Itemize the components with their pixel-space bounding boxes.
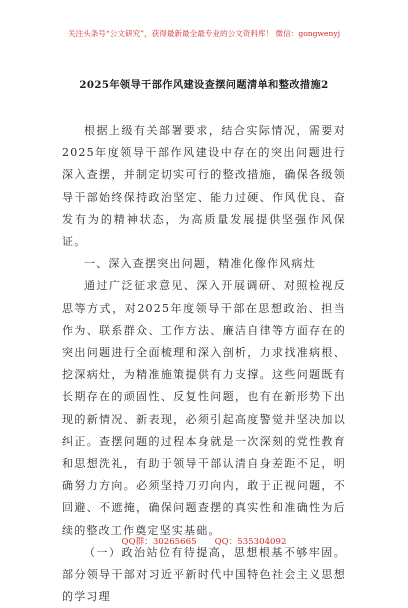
qq-group-number: 30265665 xyxy=(152,537,197,547)
footer-contact xyxy=(0,535,408,547)
paragraph-intro: 根据上级有关部署要求，结合实际情况，需要对2025年度领导干部作风建设中存在的突出问题进行深入查摆，并制定切实可行的整改措施，确保各级领导干部始终保持政治坚定、能力过硬、作风优良、奋发有为的精神状态，为高质量发展提供坚强作风保证。 xyxy=(62,124,346,249)
section-heading-1: 一、深入查摆突出问题，精准化像作风病灶 xyxy=(84,257,316,271)
paragraph-subsection-1: （一）政治站位有待提高，思想根基不够牢固。部分领导干部对习近平新时代中国特色社会主义思想的学习理 xyxy=(62,545,346,604)
header-note: 关注头条号“公文研究”，获得最新最全最专业的公文资料库！ 微信：gongwenyj xyxy=(67,29,341,38)
qq-group-label: QQ群： xyxy=(121,537,153,547)
qq-number: 535304092 xyxy=(237,537,287,547)
qq-label: QQ： xyxy=(214,537,238,547)
document-title: 2025年领导干部作风建设查摆问题清单和整改措施2 xyxy=(79,79,329,91)
paragraph-section-1: 通过广泛征求意见、深入开展调研、对照检视反思等方式，对2025年度领导干部在思想政治、担当作为、联系群众、工作方法、廉洁自律等方面存在的突出问题进行全面梳理和深入剖析，力求找准病根、挖深病灶，为精准施策提供有力支撑。这些问题既有长期存在的顽固性、反复性问题，也有在新形势下出现的新情况、新表现，必须引起高度警觉并坚决加以纠正。查摆问题的过程本身就是一次深刻的党性教育和思想洗礼，有助于领导干部认清自身差距不足，明确努力方向。必须坚持刀刃向内，敢于正视问题，不回避、不遮掩，确保问题查摆的真实性和准确性为后续的整改工作奠定坚实基础。 xyxy=(62,279,346,537)
